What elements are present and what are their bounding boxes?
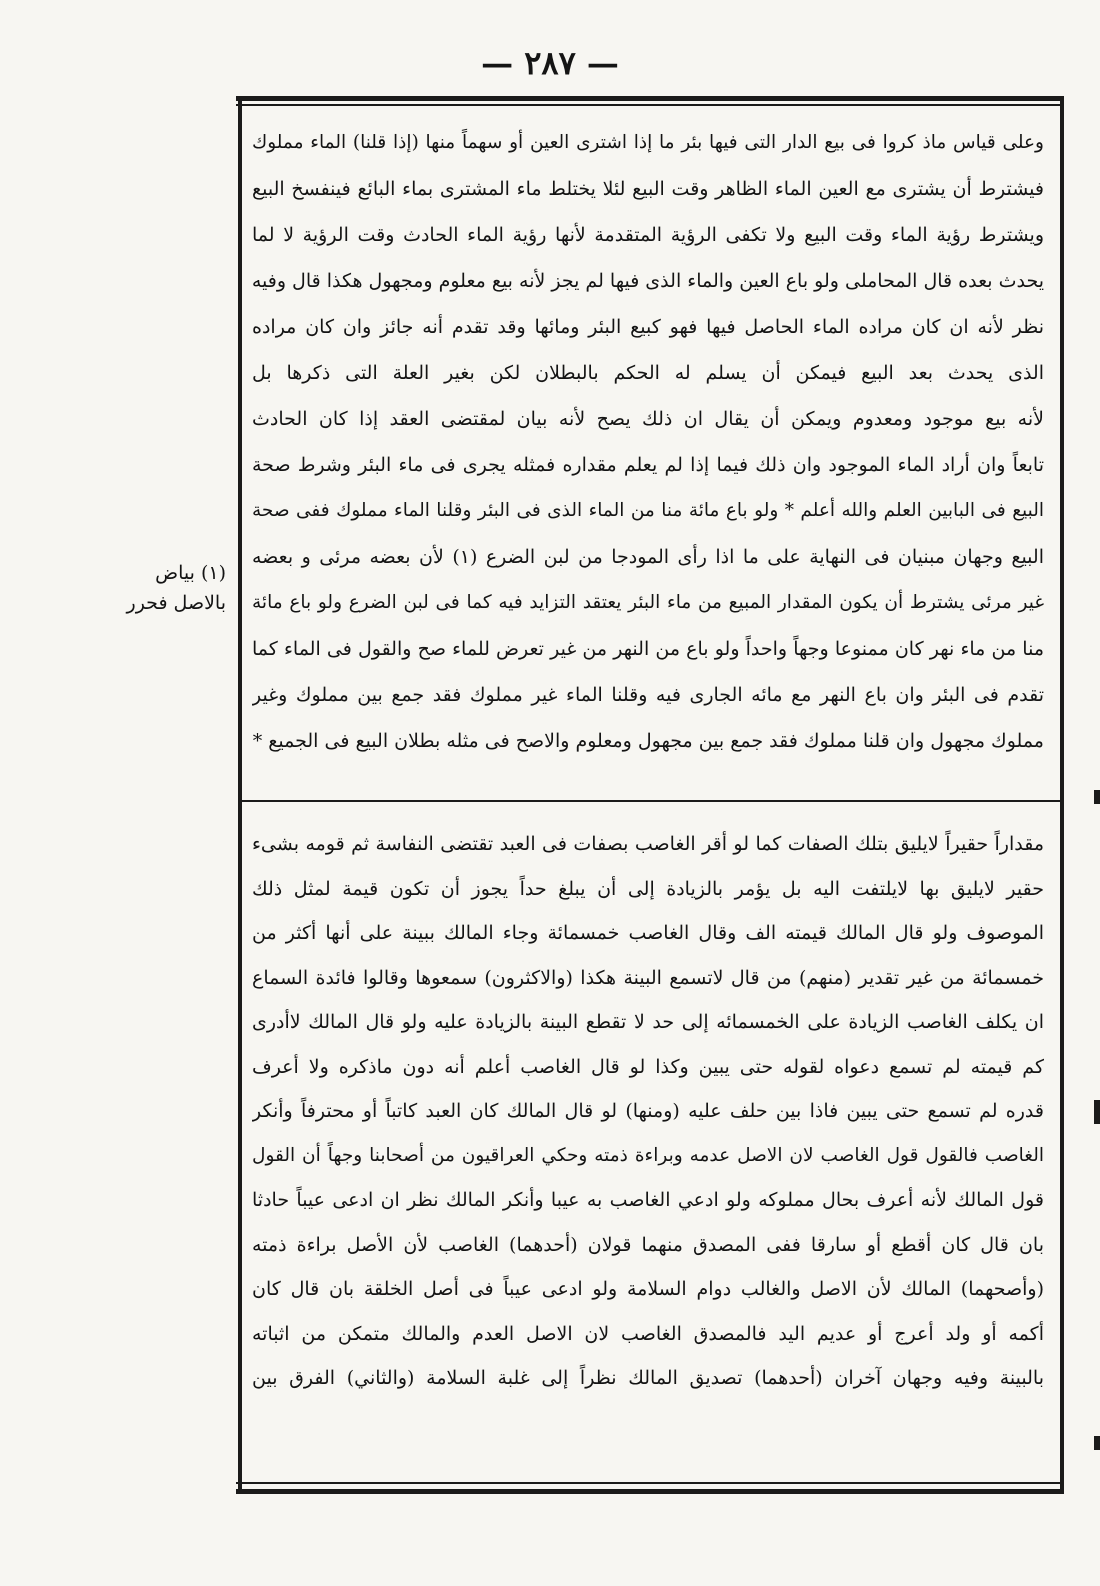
commentary-text-line: ان يكلف الغاصب الزيادة على الخمسمائه إلى حد لا تقطع البينة بالزيادة عليه ولو قال المالك لاأدرى — [252, 1011, 1044, 1033]
commentary-text-line: الغاصب فالقول قول الغاصب لان الاصل عدمه وبراءة ذمته وحكي العراقيون من أصحابنا وجهاً أن القول — [252, 1144, 1044, 1166]
commentary-text-line: كم قيمته لم تسمع دعواه لقوله حتى يبين وكذا لو قال الغاصب أعلم أنه دون ماذكره ولا أعرف — [252, 1055, 1044, 1078]
commentary-text-line: بان قال كان أقطع أو سارقا ففى المصدق منهما قولان (أحدهما) الغاصب لأن الأصل براءة ذمته — [252, 1233, 1044, 1256]
main-text-line: لأنه بيع موجود ومعدوم ويمكن أن يقال ان ذلك يصح لأنه بيان لمقتضى العقد إذا كان الحادث — [252, 408, 1044, 430]
main-text-line: وعلى قياس ماذ كروا فى بيع الدار التى فيها بئر ما إذا اشترى العين أو سهماً منها (إذا قلنا) الماء مملوك — [252, 132, 1044, 153]
bottom-double-rule — [236, 1482, 1060, 1494]
commentary-text-block — [252, 822, 1044, 1401]
main-text-line: مملوك مجهول وان قلنا مملوك فقد جمع بين مجهول ومعلوم والاصح فى مثله بطلان البيع فى الجميع * — [252, 730, 1044, 752]
margin-footnote — [96, 558, 226, 618]
section-divider-rule — [238, 800, 1060, 802]
main-text-line: ويشترط رؤية الماء وقت البيع ولا تكفى الرؤية المتقدمة لأنها رؤية الماء الحادث وقت الرؤية لا لما — [252, 224, 1044, 246]
main-text-line: منا من ماء نهر كان ممنوعا وجهاً واحداً ولو باع من النهر من غير تعرض للماء صح والقول فى الماء كما — [252, 638, 1044, 660]
margin-footnote-line: بالاصل فحرر — [126, 592, 226, 614]
commentary-text-line: بالبينة وفيه وجهان آخران (أحدهما) تصديق المالك نظراً إلى غلبة السلامة (والثاني) الفرق بين — [252, 1367, 1044, 1389]
top-double-rule — [236, 96, 1060, 106]
scan-edge-mark — [1094, 1100, 1100, 1124]
page-number: — ٢٨٧ — — [481, 44, 619, 82]
main-text-line: البيع وجهان مبنيان فى النهاية على ما اذا رأى المودجا من لبن الضرع (١) لأن بعضه مرئى و بعضه — [252, 546, 1044, 568]
commentary-text-line: خمسمائة من غير تقدير (منهم) من قال لاتسمع البينة هكذا (والاكثرون) سمعوها وقالوا فائدة السماع — [252, 966, 1044, 989]
main-text-line: البيع فى البابين العلم والله أعلم * ولو باع مائة منا من الماء الذى فى البئر وقلنا الماء مملوك ففى صحة — [252, 500, 1044, 521]
margin-footnote-line: (١) بياض — [155, 562, 226, 584]
main-text-line: غير مرئى يشترط أن يكون المقدار المبيع من ماء البئر يعتقد التزايد فيه كما فى لبن الضرع ولو باع مائة — [252, 592, 1044, 613]
main-text-line: الذى يحدث بعد البيع فيمكن أن يسلم له الحكم بالبطلان لكن بغير العلة التى ذكرها بل — [252, 362, 1044, 384]
commentary-text-line: الموصوف ولو قال المالك قيمته الف وقال الغاصب خمسمائة وجاء المالك ببينة على أنها أكثر من — [252, 922, 1044, 944]
scan-edge-mark — [1094, 1436, 1100, 1450]
main-text-block — [252, 120, 1044, 764]
main-text-line: يحدث بعده قال المحاملى ولو باع العين والماء الذى فيها لم يجز لأنه بيع معلوم ومجهول هكذا قال وفيه — [252, 270, 1044, 292]
commentary-text-line: مقداراً حقيراً لايليق بتلك الصفات كما لو أقر الغاصب بصفات فى العبد تقتضى النفاسة ثم قومه بشىء — [252, 833, 1044, 855]
scan-edge-mark — [1094, 790, 1100, 804]
commentary-text-line: (وأصحهما) المالك لأن الاصل والغالب دوام السلامة ولو ادعى عيباً فى أصل الخلقة بان قال كان — [252, 1278, 1044, 1300]
main-text-line: تقدم فى البئر وان باع النهر مع مائه الجارى فيه وقلنا الماء غير مملوك فقد جمع بين مملوك وغير — [252, 684, 1044, 706]
commentary-text-line: قدره لم تسمع حتى يبين فاذا بين حلف عليه (ومنها) لو قال المالك كان العبد كاتباً أو محترفاً وأنكر — [252, 1100, 1044, 1122]
main-text-line: تابعاً وان أراد الماء الموجود وان ذلك فيما إذا لم يعلم مقداره فمثله يجرى فى ماء البئر وشرط صحة — [252, 454, 1044, 476]
commentary-text-line: أكمه أو ولد أعرج أو عديم اليد فالمصدق الغاصب لان الاصل العدم والمالك متمكن من اثباته — [252, 1322, 1044, 1345]
commentary-text-line: قول المالك لأنه أعرف بحال مملوكه ولو ادعي الغاصب به عيبا وأنكر المالك نظر ان ادعى عيباً حادثا — [252, 1189, 1044, 1211]
main-text-line: نظر لأنه ان كان مراده الماء الحاصل فيها فهو كبيع البئر ومائها وقد تقدم أنه جائز وان كان مراده — [252, 316, 1044, 338]
main-text-line: فيشترط أن يشترى مع العين الماء الظاهر وقت البيع لئلا يختلط ماء المشترى بماء البائع فينفسخ البيع — [252, 178, 1044, 200]
commentary-text-line: حقير لايليق بها لايلتفت اليه بل يؤمر بالزيادة إلى أن يبلغ حداً يجوز أن تكون قيمة لمثل ذلك — [252, 877, 1044, 900]
